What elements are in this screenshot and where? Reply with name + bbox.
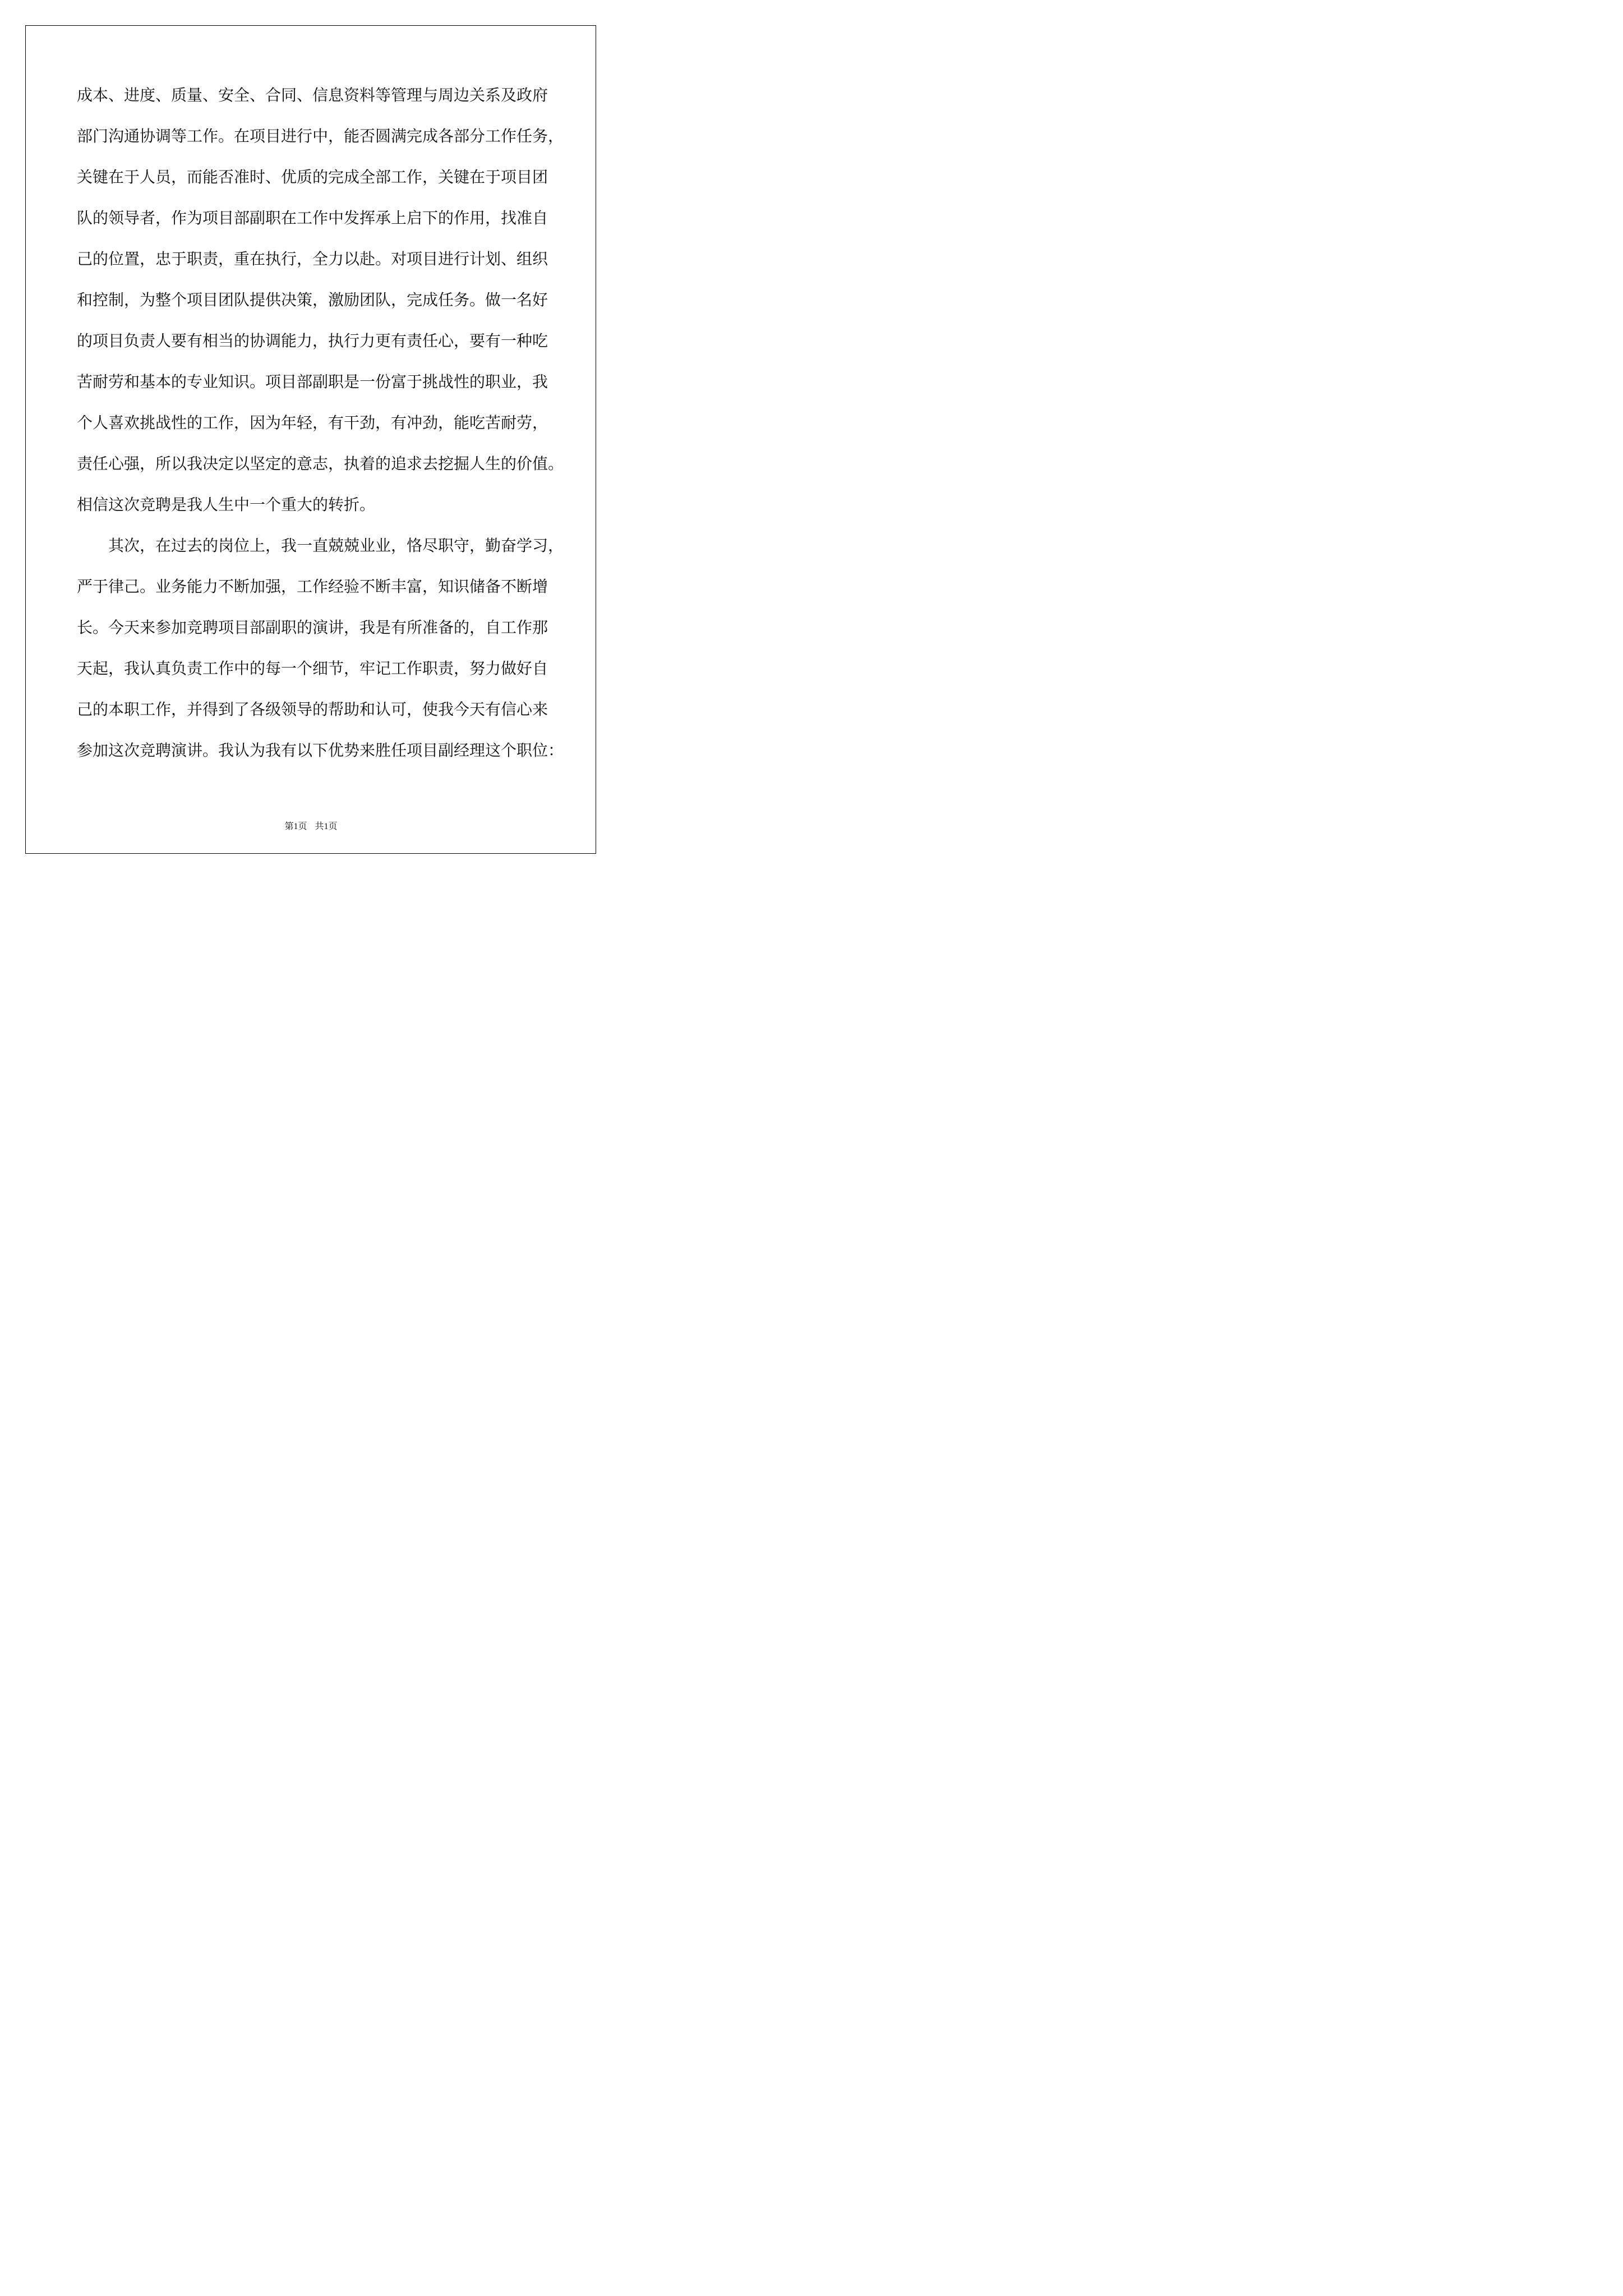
text-line: 的项目负责人要有相当的协调能力，执行力更有责任心，要有一种吃 [77,332,548,350]
text-line: 责任心强，所以我决定以坚定的意志，执着的追求去挖掘人生的价值。 [77,454,564,473]
text-line: 严于律己。业务能力不断加强，工作经验不断丰富，知识储备不断增 [77,577,548,596]
document-body [0,0,622,880]
text-line: 己的位置，忠于职责，重在执行，全力以赴。对项目进行计划、组织 [77,250,548,268]
text-line: 个人喜欢挑战性的工作，因为年轻，有干劲，有冲劲，能吃苦耐劳， [77,413,548,432]
page-number: 第1页 [284,822,307,831]
text-line: 己的本职工作，并得到了各级领导的帮助和认可，使我今天有信心来 [77,700,548,719]
text-line: 和控制，为整个项目团队提供决策，激励团队，完成任务。做一名好 [77,291,548,309]
text-line: 其次，在过去的岗位上，我一直兢兢业业，恪尽职守，勤奋学习， [108,536,564,555]
page-total: 共1页 [315,822,338,831]
text-line: 部门沟通协调等工作。在项目进行中，能否圆满完成各部分工作任务， [77,127,564,145]
text-line: 长。今天来参加竞聘项目部副职的演讲，我是有所准备的，自工作那 [77,618,548,637]
page-footer [0,819,622,832]
text-line: 队的领导者，作为项目部副职在工作中发挥承上启下的作用，找准自 [77,209,548,227]
text-line: 相信这次竞聘是我人生中一个重大的转折。 [77,495,376,514]
text-line: 参加这次竞聘演讲。我认为我有以下优势来胜任项目副经理这个职位： [77,741,564,760]
text-line: 成本、进度、质量、安全、合同、信息资料等管理与周边关系及政府 [77,86,548,104]
text-line: 关键在于人员，而能否准时、优质的完成全部工作，关键在于项目团 [77,168,548,186]
text-line: 苦耐劳和基本的专业知识。项目部副职是一份富于挑战性的职业，我 [77,372,548,391]
text-line: 天起，我认真负责工作中的每一个细节，牢记工作职责，努力做好自 [77,659,548,678]
